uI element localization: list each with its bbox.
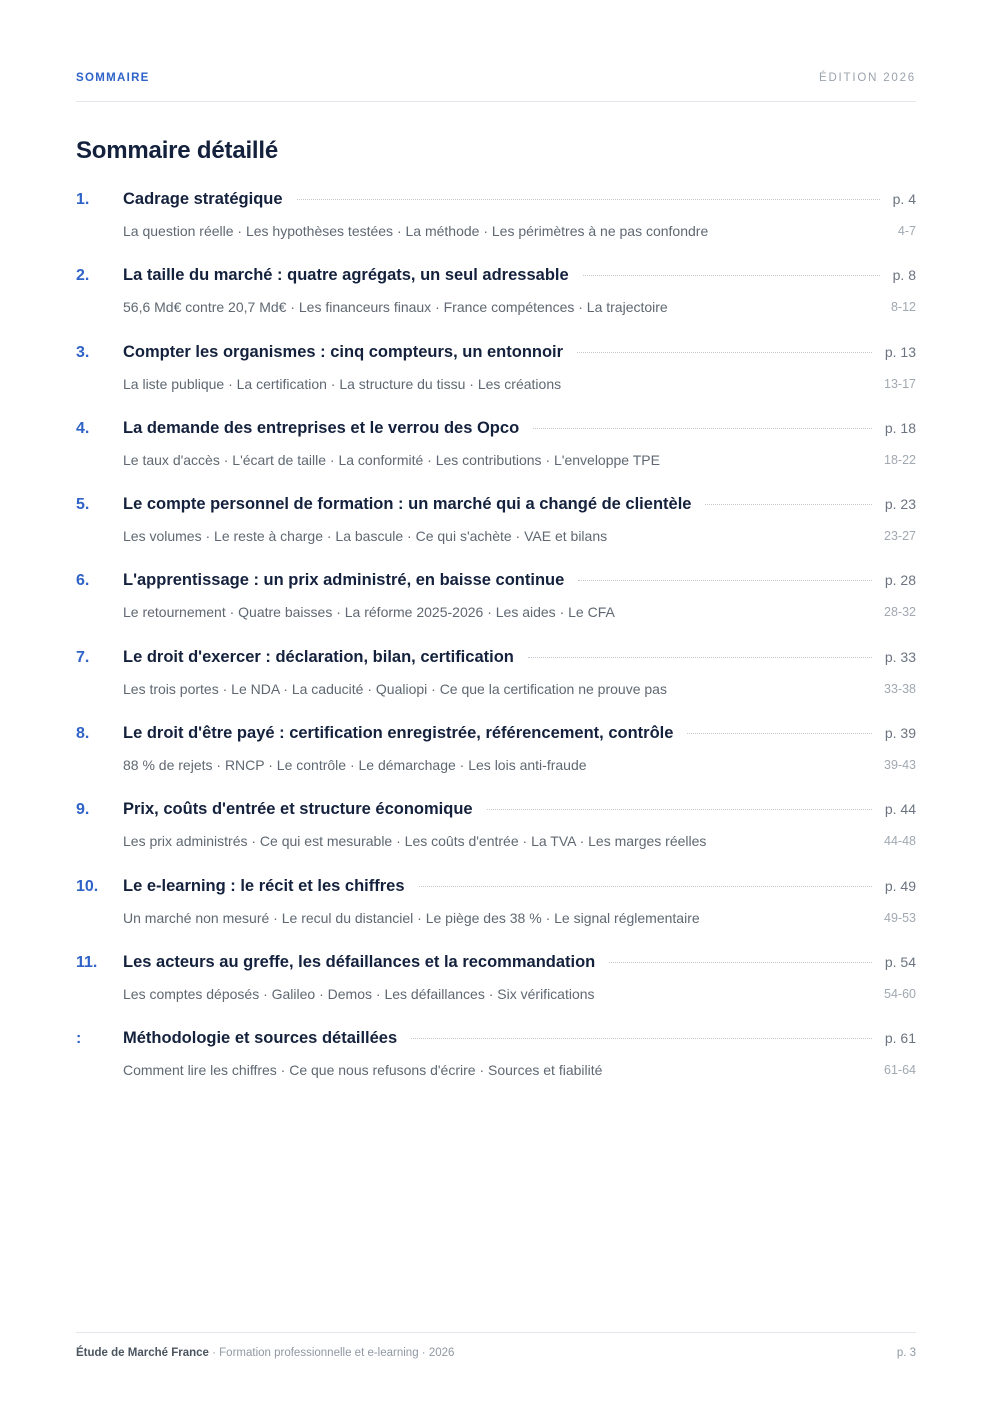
toc-entry-page-range: 39-43 <box>884 758 916 773</box>
toc-entry-subtopics: 56,6 Md€ contre 20,7 Md€ · Les financeurs finaux · France compétences · La trajectoire <box>123 299 668 316</box>
toc-entry-row <box>123 190 916 214</box>
toc-entry-page[interactable]: p. 49 <box>884 877 916 894</box>
toc-entry-title[interactable]: Cadrage stratégique <box>123 190 283 208</box>
toc-entry[interactable] <box>76 266 916 342</box>
toc-entry-page-range: 44-48 <box>884 834 916 849</box>
toc-entry-page-range: 49-53 <box>884 910 916 925</box>
toc-entry-number: : <box>76 1030 82 1048</box>
toc-entry-title[interactable]: Le droit d'être payé : certification enregistrée, référencement, contrôle <box>123 724 674 743</box>
toc-entry-row <box>123 724 916 748</box>
toc-entry-title[interactable]: La demande des entreprises et le verrou des Opco <box>123 418 520 437</box>
dot-leader <box>609 962 872 963</box>
footer-page-number: p. 3 <box>896 1347 916 1359</box>
toc-entry-page[interactable]: p. 23 <box>884 496 916 513</box>
toc-entry-number: 8. <box>76 725 90 743</box>
dot-leader <box>533 428 872 429</box>
toc-entry-subtopics: Les comptes déposés · Galileo · Demos · Les défaillances · Six vérifications <box>123 985 595 1002</box>
toc-entry-title[interactable]: L'apprentissage : un prix administré, en baisse continue <box>123 571 565 590</box>
toc-entry-number: 3. <box>76 343 90 361</box>
toc-entry[interactable] <box>76 1029 916 1105</box>
toc-entry[interactable] <box>76 571 916 647</box>
toc-entry-page[interactable]: p. 18 <box>884 419 916 436</box>
toc-entry-page[interactable]: p. 28 <box>884 572 916 589</box>
toc-entry-page[interactable]: p. 54 <box>884 953 916 970</box>
toc-entry-page-range: 18-22 <box>884 452 916 467</box>
toc-entry-row <box>123 877 916 901</box>
toc-entry-row <box>123 266 916 290</box>
dot-leader <box>297 199 880 200</box>
toc-entry-number: 6. <box>76 572 90 590</box>
toc-entry-page-range: 23-27 <box>884 529 916 544</box>
toc-entry[interactable] <box>76 648 916 724</box>
toc-entry-row <box>123 648 916 672</box>
page-footer <box>76 1332 916 1372</box>
toc-entry-number: 2. <box>76 267 90 285</box>
page-header <box>76 70 916 102</box>
dot-leader <box>487 809 872 810</box>
toc-entry[interactable] <box>76 419 916 495</box>
toc-entry-row <box>123 495 916 519</box>
edition-label: ÉDITION 2026 <box>818 72 916 84</box>
toc-entry-subtopics: Les trois portes · Le NDA · La caducité · Qualiopi · Ce que la certification ne prouve pas <box>123 680 667 697</box>
toc-entry-title[interactable]: Les acteurs au greffe, les défaillances et la recommandation <box>123 952 596 971</box>
dot-leader <box>687 733 871 734</box>
toc-entry-subtopics: Les volumes · Le reste à charge · La bascule · Ce qui s'achète · VAE et bilans <box>123 528 608 545</box>
toc-entry-row <box>123 419 916 443</box>
dot-leader <box>528 657 872 658</box>
toc-entry-page[interactable]: p. 44 <box>884 801 916 818</box>
toc-entry-page[interactable]: p. 61 <box>884 1030 916 1047</box>
toc-entry-subtopics: Les prix administrés · Ce qui est mesurable · Les coûts d'entrée · La TVA · Les marges réelles <box>123 833 707 850</box>
toc-entry-row <box>123 571 916 595</box>
toc-entry-subtopics: Un marché non mesuré · Le recul du distanciel · Le piège des 38 % · Le signal réglementaire <box>123 909 700 926</box>
toc-entry-subtopics: Le taux d'accès · L'écart de taille · La conformité · Les contributions · L'enveloppe TPE <box>123 451 660 468</box>
toc-entry-page-range: 33-38 <box>884 681 916 696</box>
dot-leader <box>705 504 871 505</box>
dot-leader <box>411 1038 872 1039</box>
dot-leader <box>578 580 872 581</box>
table-of-contents <box>76 190 916 1106</box>
page-title: Sommaire détaillé <box>76 137 279 164</box>
dot-leader <box>577 352 872 353</box>
toc-entry-subtopics: La liste publique · La certification · La structure du tissu · Les créations <box>123 375 562 392</box>
toc-entry-page-range: 13-17 <box>884 376 916 391</box>
toc-entry-page[interactable]: p. 4 <box>892 191 916 207</box>
toc-entry-page[interactable]: p. 8 <box>892 267 916 284</box>
toc-entry-subtopics: La question réelle · Les hypothèses testées · La méthode · Les périmètres à ne pas confondre <box>123 223 709 239</box>
toc-entry-row <box>123 343 916 367</box>
toc-entry[interactable] <box>76 877 916 953</box>
footer-text <box>76 1347 454 1359</box>
toc-entry[interactable] <box>76 953 916 1029</box>
toc-entry-title[interactable]: Méthodologie et sources détaillées <box>123 1029 398 1048</box>
toc-entry-title[interactable]: La taille du marché : quatre agrégats, un seul adressable <box>123 266 569 285</box>
toc-entry-subtopics: Comment lire les chiffres · Ce que nous refusons d'écrire · Sources et fiabilité <box>123 1062 603 1079</box>
section-label: SOMMAIRE <box>76 72 150 84</box>
toc-entry-number: 4. <box>76 419 90 437</box>
toc-entry-page[interactable]: p. 13 <box>884 343 916 360</box>
toc-entry-number: 7. <box>76 648 90 666</box>
toc-entry-number: 11. <box>76 953 98 971</box>
toc-entry[interactable] <box>76 190 916 266</box>
toc-entry-title[interactable]: Compter les organismes : cinq compteurs, un entonnoir <box>123 342 564 361</box>
toc-entry-page-range: 54-60 <box>884 986 916 1001</box>
toc-entry-number: 1. <box>76 191 90 208</box>
toc-entry-page[interactable]: p. 33 <box>884 648 916 665</box>
toc-entry-subtopics: 88 % de rejets · RNCP · Le contrôle · Le démarchage · Les lois anti-fraude <box>123 757 587 774</box>
toc-entry-number: 5. <box>76 496 90 514</box>
toc-entry[interactable] <box>76 800 916 876</box>
dot-leader <box>419 886 872 887</box>
dot-leader <box>583 275 880 276</box>
toc-entry[interactable] <box>76 495 916 571</box>
toc-entry[interactable] <box>76 343 916 419</box>
toc-entry-page-range: 28-32 <box>884 605 916 620</box>
toc-entry-title[interactable]: Prix, coûts d'entrée et structure économique <box>123 800 473 819</box>
toc-entry-page-range: 4-7 <box>897 224 916 238</box>
toc-entry-page-range: 61-64 <box>884 1063 916 1078</box>
toc-entry-subtopics: Le retournement · Quatre baisses · La réforme 2025-2026 · Les aides · Le CFA <box>123 604 615 621</box>
toc-entry-title[interactable]: Le droit d'exercer : déclaration, bilan, certification <box>123 647 514 666</box>
toc-entry-title[interactable]: Le compte personnel de formation : un marché qui a changé de clientèle <box>123 495 692 514</box>
toc-entry-page-range: 8-12 <box>890 300 916 315</box>
toc-entry-row <box>123 953 916 977</box>
toc-entry-row <box>123 1029 916 1053</box>
footer-brand: Étude de Marché France <box>76 1347 209 1359</box>
toc-entry-number: 9. <box>76 801 90 819</box>
footer-subtitle: · Formation professionnelle et e-learning · 2026 <box>208 1347 455 1359</box>
toc-entry-title[interactable]: Le e-learning : le récit et les chiffres <box>123 876 405 895</box>
toc-entry-row <box>123 800 916 824</box>
toc-entry-page[interactable]: p. 39 <box>884 725 916 742</box>
toc-entry-number: 10. <box>76 877 99 895</box>
toc-entry[interactable] <box>76 724 916 800</box>
